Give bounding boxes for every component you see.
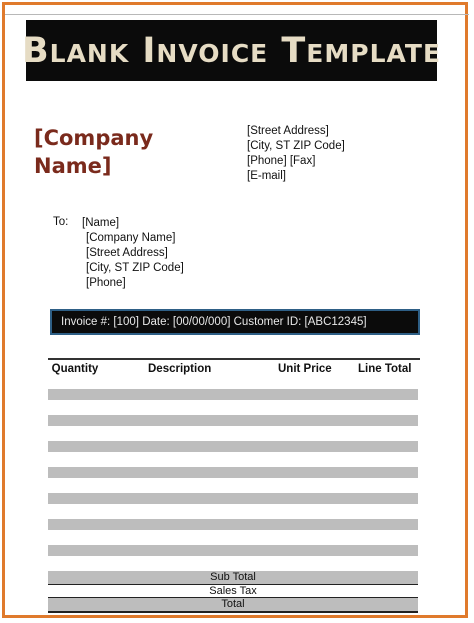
column-header-unit-price: Unit Price bbox=[278, 363, 332, 375]
table-row bbox=[48, 519, 418, 530]
table-row bbox=[48, 467, 418, 478]
table-row bbox=[48, 441, 418, 452]
column-header-quantity: Quantity bbox=[51, 363, 99, 375]
subtotal-label: Sub Total bbox=[210, 571, 256, 583]
invoice-info-text: Invoice #: [100] Date: [00/00/000] Customer ID: [ABC12345] bbox=[61, 316, 367, 328]
title-banner bbox=[21, 20, 442, 81]
recipient-street: [Street Address] bbox=[86, 247, 168, 259]
subtotal-row bbox=[48, 571, 418, 584]
to-label: To: bbox=[53, 216, 69, 228]
recipient-phone: [Phone] bbox=[86, 277, 126, 289]
column-header-line-total: Line Total bbox=[358, 363, 412, 375]
total-row bbox=[48, 598, 418, 611]
sender-address bbox=[247, 124, 345, 184]
column-header-description: Description bbox=[148, 363, 212, 375]
document-title: Blank Invoice Template bbox=[21, 30, 442, 71]
table-top-rule bbox=[48, 358, 420, 360]
top-divider bbox=[5, 14, 469, 15]
table-row bbox=[48, 493, 418, 504]
recipient-address bbox=[82, 216, 184, 291]
recipient-name: [Name] bbox=[82, 217, 120, 229]
total-label: Total bbox=[221, 598, 245, 610]
recipient-company: [Company Name] bbox=[86, 232, 176, 244]
sender-street: [Street Address] bbox=[247, 125, 329, 137]
company-name: [Company Name] bbox=[34, 126, 154, 178]
table-row bbox=[48, 545, 418, 556]
sender-email: [E-mail] bbox=[247, 170, 286, 182]
sales-tax-label: Sales Tax bbox=[209, 585, 257, 597]
table-row bbox=[48, 415, 418, 426]
recipient-city: [City, ST ZIP Code] bbox=[86, 262, 184, 274]
sender-phone-fax: [Phone] [Fax] bbox=[247, 155, 316, 167]
table-row bbox=[48, 389, 418, 400]
invoice-info-bar bbox=[50, 309, 420, 335]
sender-city: [City, ST ZIP Code] bbox=[247, 140, 345, 152]
table-bottom-rule bbox=[48, 611, 418, 613]
